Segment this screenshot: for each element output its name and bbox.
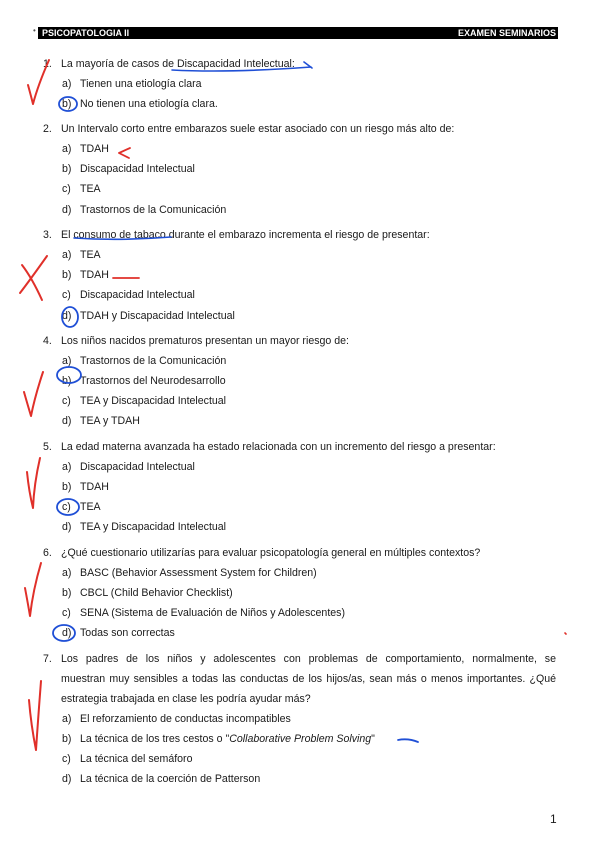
q2-option-d xyxy=(62,200,226,220)
option-letter: b) xyxy=(62,733,72,745)
q1-option-a xyxy=(62,74,202,94)
header-bullet: • xyxy=(33,26,36,35)
option-text: La técnica del semáforo xyxy=(80,753,193,765)
option-text: CBCL (Child Behavior Checklist) xyxy=(80,587,233,599)
option-letter: c) xyxy=(62,289,71,301)
question-7-text xyxy=(61,649,556,709)
option-letter: b) xyxy=(62,587,72,599)
q6-option-c xyxy=(62,603,345,623)
option-text: TEA xyxy=(80,249,101,261)
option-text: TDAH xyxy=(80,143,109,155)
option-text: TEA xyxy=(80,183,101,195)
cross-mark-q3 xyxy=(20,256,47,300)
question-line: estrategia trabajada en clase les podría ayudar más? xyxy=(61,693,311,705)
option-text: Trastornos de la Comunicación xyxy=(80,355,227,367)
course-title: PSICOPATOLOGIA II xyxy=(42,28,130,38)
option-letter: d) xyxy=(62,521,72,533)
checkmark-q4 xyxy=(24,372,43,416)
checkmark-q6 xyxy=(25,563,41,616)
option-letter: d) xyxy=(62,310,72,322)
q4-option-c xyxy=(62,391,226,411)
option-letter: d) xyxy=(62,415,72,427)
checkmark-q7 xyxy=(29,681,41,750)
option-text: SENA (Sistema de Evaluación de Niños y Adolescentes) xyxy=(80,607,345,619)
option-letter: b) xyxy=(62,375,72,387)
question-line: muestran muy sensibles a todas las conductas de los hijos/as, sean más o menos importantes. ¿Qué xyxy=(61,673,556,685)
question-text: Un Intervalo corto entre embarazos suele estar asociado con un riesgo más alto de: xyxy=(61,123,455,135)
option-letter: a) xyxy=(62,78,72,90)
option-letter: b) xyxy=(62,269,72,281)
arrow-mark-q2 xyxy=(119,148,130,158)
margin-dot xyxy=(565,633,566,634)
page-header-bar xyxy=(38,27,558,39)
option-text: Discapacidad Intelectual xyxy=(80,461,195,473)
q4-option-a xyxy=(62,351,226,371)
option-letter: d) xyxy=(62,773,72,785)
option-text-italic: Collaborative Problem Solving xyxy=(229,733,372,745)
option-letter: a) xyxy=(62,355,72,367)
option-text: Discapacidad Intelectual xyxy=(80,289,195,301)
option-text: Trastornos de la Comunicación xyxy=(80,204,227,216)
option-text: TDAH xyxy=(80,481,109,493)
option-text: Todas son correctas xyxy=(80,627,175,639)
option-letter: d) xyxy=(62,204,72,216)
option-text: TDAH xyxy=(80,269,109,281)
q1-option-b xyxy=(62,94,218,114)
q3-option-b xyxy=(62,265,109,285)
option-letter: a) xyxy=(62,713,72,725)
option-text: La técnica de la coerción de Patterson xyxy=(80,773,261,785)
option-letter: b) xyxy=(62,98,72,110)
question-number: 5. xyxy=(43,441,52,453)
q7-option-c xyxy=(62,749,192,769)
question-number: 1. xyxy=(43,58,52,70)
checkmark-q5 xyxy=(27,458,40,508)
question-text: La edad materna avanzada ha estado relacionada con un incremento del riesgo a presentar: xyxy=(61,441,496,453)
option-letter: c) xyxy=(62,753,71,765)
question-number: 6. xyxy=(43,547,52,559)
option-text: Tienen una etiología clara xyxy=(80,78,202,90)
q7-option-b xyxy=(62,729,375,749)
page-number: 1 xyxy=(550,812,557,826)
option-letter: a) xyxy=(62,249,72,261)
q5-option-a xyxy=(62,457,195,477)
option-text: TEA y Discapacidad Intelectual xyxy=(80,521,227,533)
option-letter: c) xyxy=(62,395,71,407)
q2-option-c xyxy=(62,179,101,199)
q6-option-d xyxy=(62,623,175,643)
option-letter: a) xyxy=(62,567,72,579)
option-letter: b) xyxy=(62,481,72,493)
q3-option-c xyxy=(62,285,195,305)
q5-option-d xyxy=(62,517,226,537)
option-text: Discapacidad Intelectual xyxy=(80,163,195,175)
option-text: TDAH y Discapacidad Intelectual xyxy=(80,310,235,322)
question-number: 4. xyxy=(43,335,52,347)
option-letter: c) xyxy=(62,501,71,513)
option-text: TEA xyxy=(80,501,101,513)
exam-title: EXAMEN SEMINARIOS xyxy=(457,28,556,38)
option-text: La técnica de los tres cestos o " xyxy=(80,733,230,745)
option-text: TEA y Discapacidad Intelectual xyxy=(80,395,227,407)
q6-option-b xyxy=(62,583,233,603)
option-letter: d) xyxy=(62,627,72,639)
option-letter: b) xyxy=(62,163,72,175)
option-text: El reforzamiento de conductas incompatibles xyxy=(80,713,291,725)
option-letter: c) xyxy=(62,183,71,195)
q7-option-a xyxy=(62,709,291,729)
question-line: Los padres de los niños y adolescentes con problemas de comportamiento, normalmente, se xyxy=(61,653,556,665)
question-number: 7. xyxy=(43,653,52,665)
question-text: Los niños nacidos prematuros presentan un mayor riesgo de: xyxy=(61,335,349,347)
q4-option-d xyxy=(62,411,140,431)
q4-option-b xyxy=(62,371,226,391)
dash-q7-b xyxy=(398,739,418,742)
q5-option-b xyxy=(62,477,109,497)
option-text: No tienen una etiología clara. xyxy=(80,98,218,110)
option-text-end: " xyxy=(371,733,375,745)
option-text: Trastornos del Neurodesarrollo xyxy=(80,375,226,387)
question-text: ¿Qué cuestionario utilizarías para evaluar psicopatología general en múltiples contextos? xyxy=(61,547,481,559)
question-number: 2. xyxy=(43,123,52,135)
q3-option-a xyxy=(62,245,101,265)
q7-option-d xyxy=(62,769,260,789)
q5-option-c xyxy=(62,497,101,517)
question-number: 3. xyxy=(43,229,52,241)
option-letter: c) xyxy=(62,607,71,619)
q2-option-b xyxy=(62,159,195,179)
question-text: El consumo de tabaco durante el embarazo incrementa el riesgo de presentar: xyxy=(61,229,430,241)
q6-option-a xyxy=(62,563,317,583)
q3-option-d xyxy=(62,306,235,326)
q2-option-a xyxy=(62,139,109,159)
option-letter: a) xyxy=(62,461,72,473)
option-text: TEA y TDAH xyxy=(80,415,140,427)
option-letter: a) xyxy=(62,143,72,155)
option-text: BASC (Behavior Assessment System for Children) xyxy=(80,567,317,579)
question-text: La mayoría de casos de Discapacidad Intelectual: xyxy=(61,58,295,70)
